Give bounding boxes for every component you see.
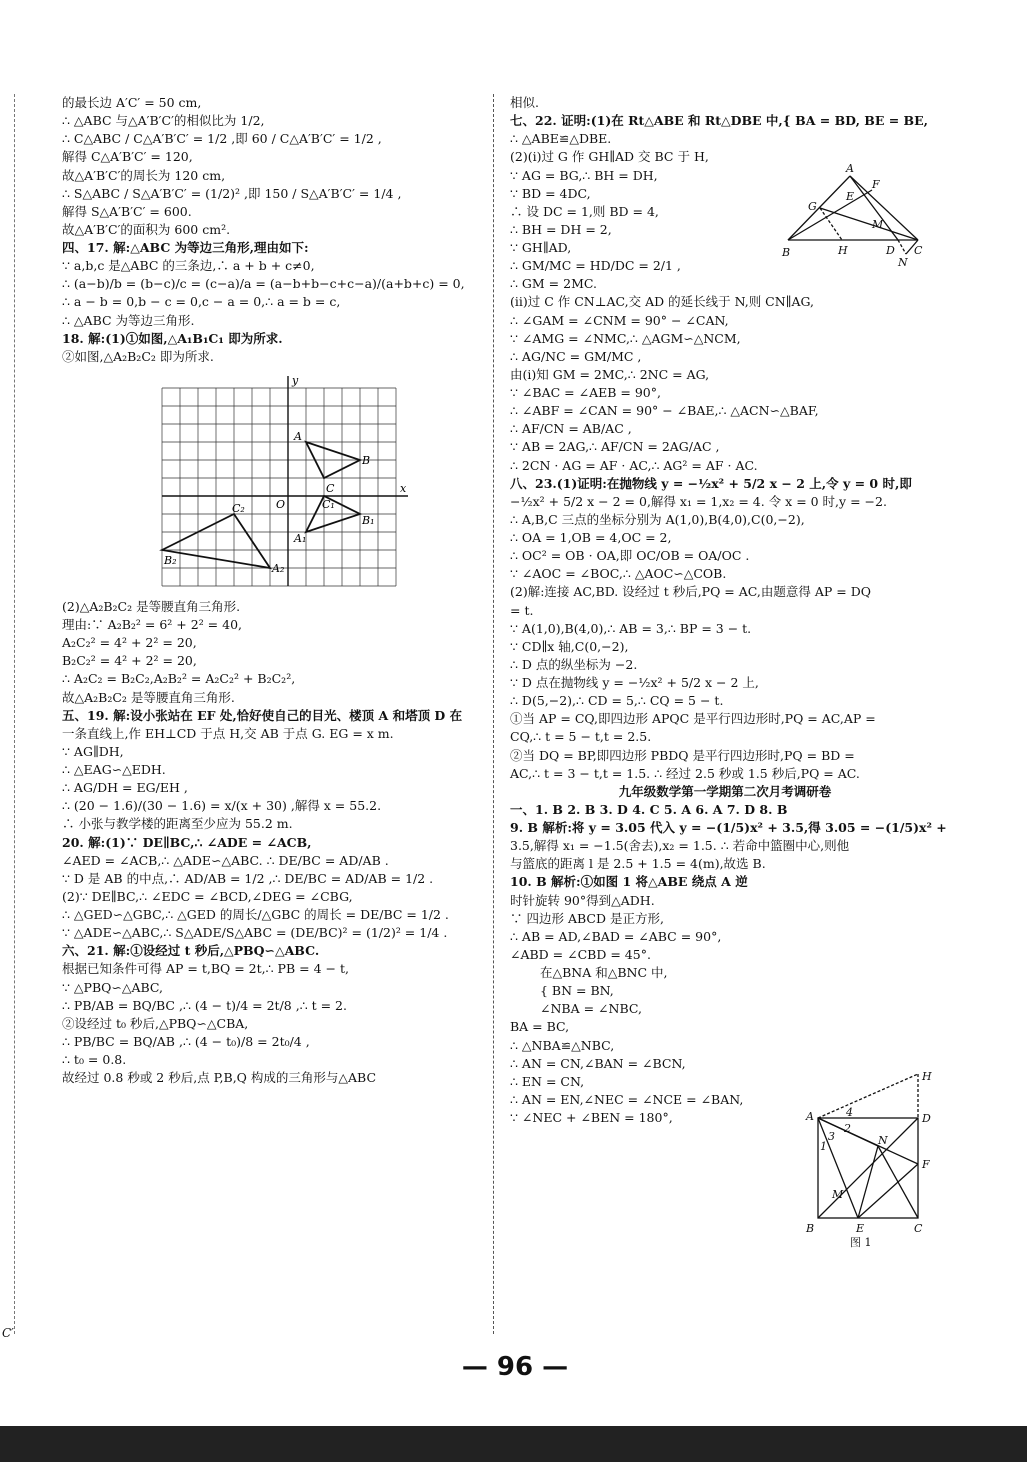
left-column-line: (2)△A₂B₂C₂ 是等腰直角三角形. bbox=[62, 598, 241, 614]
right-column-line: ②当 DQ = BP,即四边形 PBDQ 是平行四边形时,PQ = BD = bbox=[510, 747, 855, 763]
label-B: B bbox=[782, 246, 791, 259]
left-column-line: ∴ t₀ = 0.8. bbox=[62, 1052, 127, 1067]
label-H: H bbox=[922, 1070, 932, 1083]
right-column-line: ∴ ∠ABF = ∠CAN = 90° − ∠BAE,∴ △ACN∽△BAF, bbox=[510, 403, 819, 419]
right-column-line: ∴ 设 DC = 1,则 BD = 4, bbox=[510, 203, 659, 219]
right-column-line: ∵ CD∥x 轴,C(0,−2), bbox=[510, 638, 629, 654]
page-number-value: 96 bbox=[496, 1352, 534, 1382]
right-column-line: 一、1. B 2. B 3. D 4. C 5. A 6. A 7. D 8. B bbox=[510, 801, 788, 817]
right-column-line: CQ,∴ t = 5 − t,t = 2.5. bbox=[510, 729, 652, 745]
right-column-line: AC,∴ t = 3 − t,t = 1.5. ∴ 经过 2.5 秒或 1.5 秒后,PQ = AC. bbox=[510, 765, 860, 781]
left-column-line: 故△A₂B₂C₂ 是等腰直角三角形. bbox=[62, 689, 235, 705]
label-D: D bbox=[922, 1112, 931, 1125]
grid-label: A bbox=[294, 429, 302, 443]
right-column-line: 相似. bbox=[510, 95, 539, 110]
left-column-line: ∠AED = ∠ACB,∴ △ADE∽△ABC. ∴ DE/BC = AD/AB . bbox=[62, 852, 389, 868]
grid-label: B₁ bbox=[362, 513, 375, 527]
grid-label: C₁ bbox=[322, 497, 335, 511]
seg-AC bbox=[850, 176, 918, 240]
label-B: B bbox=[806, 1222, 815, 1235]
right-column-line: ∴ 2CN · AG = AF · AC,∴ AG² = AF · AC. bbox=[510, 457, 758, 473]
bottom-scan-edge bbox=[0, 1426, 1027, 1462]
label-A: A bbox=[846, 162, 854, 175]
right-column-line: ∴ GM/MC = HD/DC = 2/1 , bbox=[510, 258, 681, 274]
right-column-line: BA = BC, bbox=[510, 1019, 570, 1035]
right-column-line: ∠NBA = ∠NBC, bbox=[540, 1001, 642, 1017]
seg-EF bbox=[858, 1164, 918, 1218]
left-column-line: ∴ △EAG∽△EDH. bbox=[62, 762, 166, 777]
right-column-line: 与篮底的距离 l 是 2.5 + 1.5 = 4(m),故选 B. bbox=[510, 856, 766, 872]
left-column-line: 故△A′B′C′的周长为 120 cm, bbox=[62, 167, 226, 183]
right-column-line: 七、22. 证明:(1)在 Rt△ABE 和 Rt△DBE 中,{ BA = BD, BE = BE, bbox=[510, 113, 928, 129]
right-column-line: 九年级数学第一学期第二次月考调研卷 bbox=[618, 783, 832, 799]
right-column-line: (2)(i)过 G 作 GH∥AD 交 BC 于 H, bbox=[510, 149, 709, 165]
seg-GC bbox=[820, 208, 918, 240]
left-column-line: 六、21. 解:①设经过 t 秒后,△PBQ∽△ABC. bbox=[62, 943, 320, 959]
grid-label: A₂ bbox=[272, 561, 285, 575]
right-column-line: 3.5,解得 x₁ = −1.5(舍去),x₂ = 1.5. ∴ 若命中篮圈中心,则他 bbox=[510, 838, 850, 854]
left-column-line: ∴ (20 − 1.6)/(30 − 1.6) = x/(x + 30) ,解得 x = 55.2. bbox=[62, 798, 382, 814]
right-column-line: ∵ 四边形 ABCD 是正方形, bbox=[510, 910, 664, 926]
right-column-line: ∠ABD = ∠CBD = 45°. bbox=[510, 946, 651, 962]
seg-DN bbox=[898, 240, 906, 254]
right-column-line: ∵ AB = 2AG,∴ AF/CN = 2AG/AC , bbox=[510, 439, 720, 455]
right-column-line: ∴ AN = CN,∠BAN = ∠BCN, bbox=[510, 1055, 686, 1071]
right-column-line: 时针旋转 90°得到△ADH. bbox=[510, 892, 655, 908]
right-column-line: ∴ AN = EN,∠NEC = ∠NCE = ∠BAN, bbox=[510, 1091, 744, 1107]
right-column-line: (ii)过 C 作 CN⊥AC,交 AD 的延长线于 N,则 CN∥AG, bbox=[510, 294, 814, 310]
right-column-line: 由(i)知 GM = 2MC,∴ 2NC = AG, bbox=[510, 366, 710, 382]
seg-AH bbox=[818, 1074, 918, 1118]
label-M: M bbox=[832, 1188, 844, 1201]
grid-label: B₂ bbox=[164, 553, 177, 567]
label-G: G bbox=[808, 200, 817, 213]
label-M: M bbox=[872, 218, 884, 231]
figure-grid-18 bbox=[152, 372, 412, 592]
left-column-line: ∴ a − b = 0,b − c = 0,c − a = 0,∴ a = b = c, bbox=[62, 294, 341, 310]
left-column-line: ∴ C△ABC / C△A′B′C′ = 1/2 ,即 60 / C△A′B′C′ = 1/2 , bbox=[62, 131, 382, 147]
left-column-line: ∴ S△ABC / S△A′B′C′ = (1/2)² ,即 150 / S△A′B′C′ = 1/4 , bbox=[62, 185, 402, 201]
grid-label: A₁ bbox=[294, 531, 307, 545]
left-column-line: (2)∵ DE∥BC,∴ ∠EDC = ∠BCD,∠DEG = ∠CBG, bbox=[62, 888, 353, 904]
grid-label: O bbox=[276, 497, 286, 511]
left-column-line: 五、19. 解:设小张站在 EF 处,恰好使自己的目光、楼顶 A 和塔顶 D 在 bbox=[62, 707, 463, 723]
left-column-line: ∵ a,b,c 是△ABC 的三条边,∴ a + b + c≠0, bbox=[62, 258, 315, 274]
left-column-line: 四、17. 解:△ABC 为等边三角形,理由如下: bbox=[62, 240, 309, 255]
left-column-line: 18. 解:(1)①如图,△A₁B₁C₁ 即为所求. bbox=[62, 330, 283, 346]
right-column-line: ∵ AG = BG,∴ BH = DH, bbox=[510, 167, 658, 183]
right-column-line: ∴ AF/CN = AB/AC , bbox=[510, 421, 632, 437]
label-E: E bbox=[846, 190, 855, 203]
seg-EN bbox=[858, 1146, 878, 1218]
binding-edge-line bbox=[14, 94, 15, 1334]
column-divider bbox=[493, 94, 494, 1334]
left-column-line: ∴ (a−b)/b = (b−c)/c = (c−a)/a = (a−b+b−c+c−a)/(a+b+c) = 0, bbox=[62, 276, 465, 292]
grid-label: C bbox=[326, 481, 335, 495]
left-column-line: 的最长边 A′C′ = 50 cm, bbox=[62, 95, 202, 110]
left-column-line: ∵ △ADE∽△ABC,∴ S△ADE/S△ABC = (DE/BC)² = (1/2)² = 1/4 . bbox=[62, 925, 448, 941]
right-column-line: 9. B 解析:将 y = 3.05 代入 y = −(1/5)x² + 3.5,得 3.05 = −(1/5)x² + bbox=[510, 820, 947, 835]
figure-square-1 bbox=[800, 1068, 940, 1248]
left-column-line: A₂C₂² = 4² + 2² = 20, bbox=[62, 635, 197, 651]
left-column-line: 20. 解:(1)∵ DE∥BC,∴ ∠ADE = ∠ACB, bbox=[62, 834, 312, 850]
left-column-line: ∵ △PBQ∽△ABC, bbox=[62, 979, 164, 995]
left-column-line: ②如图,△A₂B₂C₂ 即为所求. bbox=[62, 348, 214, 364]
left-column-line: ∴ △ABC 与△A′B′C′的相似比为 1/2, bbox=[62, 113, 265, 129]
right-column-line: ∵ ∠NEC + ∠BEN = 180°, bbox=[510, 1110, 673, 1125]
left-column-line: ∴ △GED∽△GBC,∴ △GED 的周长/△GBC 的周长 = DE/BC = 1/2 . bbox=[62, 907, 449, 922]
right-column-line: ∵ GH∥AD, bbox=[510, 240, 572, 255]
right-column-line: 在△BNA 和△BNC 中, bbox=[540, 965, 668, 980]
label-H: H bbox=[838, 244, 848, 257]
grid-label: y bbox=[292, 373, 299, 387]
left-column-line: 故经过 0.8 秒或 2 秒后,点 P,B,Q 构成的三角形与△ABC bbox=[62, 1070, 377, 1086]
left-column-line: ∴ A₂C₂ = B₂C₂,A₂B₂² = A₂C₂² + B₂C₂², bbox=[62, 671, 296, 687]
left-column-line: B₂C₂² = 4² + 2² = 20, bbox=[62, 653, 197, 669]
right-column-line: ∴ OA = 1,OB = 4,OC = 2, bbox=[510, 530, 672, 545]
grid-label: B bbox=[362, 453, 371, 467]
right-column-line: ∵ ∠AOC = ∠BOC,∴ △AOC∽△COB. bbox=[510, 566, 727, 582]
label-N: N bbox=[898, 256, 908, 269]
left-column-line: 故△A′B′C′的面积为 600 cm². bbox=[62, 221, 231, 237]
left-column-line: 一条直线上,作 EH⊥CD 于点 H,交 AB 于点 G. EG = x m. bbox=[62, 725, 394, 741]
figure-caption: 图 1 bbox=[850, 1236, 872, 1248]
left-column-line: 理由:∵ A₂B₂² = 6² + 2² = 40, bbox=[62, 617, 242, 632]
right-column-line: ∵ BD = 4DC, bbox=[510, 185, 591, 201]
label-C: C bbox=[914, 244, 923, 257]
right-column-line: ∴ △NBA≌△NBC, bbox=[510, 1037, 615, 1053]
left-column-line: ②设经过 t₀ 秒后,△PBQ∽△CBA, bbox=[62, 1015, 249, 1031]
right-column-line: { BN = BN, bbox=[540, 983, 614, 999]
right-column-line: ∵ D 点在抛物线 y = −½x² + 5/2 x − 2 上, bbox=[510, 675, 759, 690]
right-column-line: ∴ BH = DH = 2, bbox=[510, 221, 612, 237]
label-D: D bbox=[886, 244, 895, 257]
right-column-line: (2)解:连接 AC,BD. 设经过 t 秒后,PQ = AC,由题意得 AP = DQ bbox=[510, 584, 871, 600]
label-C: C bbox=[914, 1222, 923, 1235]
right-column-line: −½x² + 5/2 x − 2 = 0,解得 x₁ = 1,x₂ = 4. 令 x = 0 时,y = −2. bbox=[510, 493, 887, 509]
left-column-line: ∴ PB/BC = BQ/AB ,∴ (4 − t₀)/8 = 2t₀/4 , bbox=[62, 1033, 310, 1049]
label-E: E bbox=[856, 1222, 865, 1235]
right-column-line: ∴ D(5,−2),∴ CD = 5,∴ CQ = 5 − t. bbox=[510, 693, 724, 709]
right-column-line: ∴ OC² = OB · OA,即 OC/OB = OA/OC . bbox=[510, 548, 750, 564]
label-N: N bbox=[878, 1134, 888, 1147]
left-column-line: ∵ D 是 AB 的中点,∴ AD/AB = 1/2 ,∴ DE/BC = AD/AB = 1/2 . bbox=[62, 870, 434, 886]
left-column-line: 根据已知条件可得 AP = t,BQ = 2t,∴ PB = 4 − t, bbox=[62, 961, 349, 977]
right-column-line: ∴ AG/NC = GM/MC , bbox=[510, 348, 642, 364]
right-column-line: ∴ D 点的纵坐标为 −2. bbox=[510, 656, 638, 672]
label-A: A bbox=[806, 1110, 814, 1123]
label-2: 2 bbox=[844, 1122, 851, 1135]
figure-triangle-22 bbox=[780, 160, 930, 270]
left-column-line: ∴ AG/DH = EG/EH , bbox=[62, 780, 188, 796]
grid-label: C₂ bbox=[232, 501, 245, 515]
seg-GH bbox=[820, 208, 842, 240]
right-column-line: = t. bbox=[510, 602, 534, 618]
right-column-line: 八、23.(1)证明:在抛物线 y = −½x² + 5/2 x − 2 上,令 y = 0 时,即 bbox=[510, 475, 912, 491]
right-column-line: 10. B 解析:①如图 1 将△ABE 绕点 A 逆 bbox=[510, 874, 748, 890]
left-column-line: ∴ △ABC 为等边三角形. bbox=[62, 312, 195, 328]
right-column-line: ①当 AP = CQ,即四边形 APQC 是平行四边形时,PQ = AC,AP = bbox=[510, 711, 876, 727]
right-column-line: ∴ A,B,C 三点的坐标分别为 A(1,0),B(4,0),C(0,−2), bbox=[510, 511, 805, 527]
label-3: 3 bbox=[828, 1130, 835, 1143]
grid-label: x bbox=[400, 481, 407, 495]
right-column-line: ∴ △ABE≌△DBE. bbox=[510, 131, 612, 147]
right-column-line: ∴ ∠GAM = ∠CNM = 90° − ∠CAN, bbox=[510, 312, 729, 328]
right-column-line: ∴ AB = AD,∠BAD = ∠ABC = 90°, bbox=[510, 928, 722, 944]
left-column-line: ∴ 小张与教学楼的距离至少应为 55.2 m. bbox=[62, 816, 293, 832]
right-column-line: ∵ A(1,0),B(4,0),∴ AB = 3,∴ BP = 3 − t. bbox=[510, 620, 752, 636]
left-column-line: 解得 S△A′B′C′ = 600. bbox=[62, 203, 192, 219]
label-F: F bbox=[872, 178, 880, 191]
left-column-line: ∵ AG∥DH, bbox=[62, 743, 124, 759]
page-number: — 96 — bbox=[461, 1352, 569, 1382]
label-4: 4 bbox=[846, 1106, 853, 1119]
left-column bbox=[62, 94, 482, 1087]
edge-mark: C′ bbox=[2, 1326, 14, 1340]
right-column-line: ∴ GM = 2MC. bbox=[510, 276, 597, 292]
left-column-line: ∴ PB/AB = BQ/BC ,∴ (4 − t)/4 = 2t/8 ,∴ t = 2. bbox=[62, 997, 347, 1013]
right-column-line: ∴ EN = CN, bbox=[510, 1073, 585, 1089]
right-column-line: ∵ ∠AMG = ∠NMC,∴ △AGM∽△NCM, bbox=[510, 330, 741, 346]
label-1: 1 bbox=[820, 1140, 827, 1153]
left-column-line: 解得 C△A′B′C′ = 120, bbox=[62, 149, 193, 165]
right-column-line: ∵ ∠BAC = ∠AEB = 90°, bbox=[510, 385, 661, 400]
label-F: F bbox=[922, 1158, 930, 1171]
